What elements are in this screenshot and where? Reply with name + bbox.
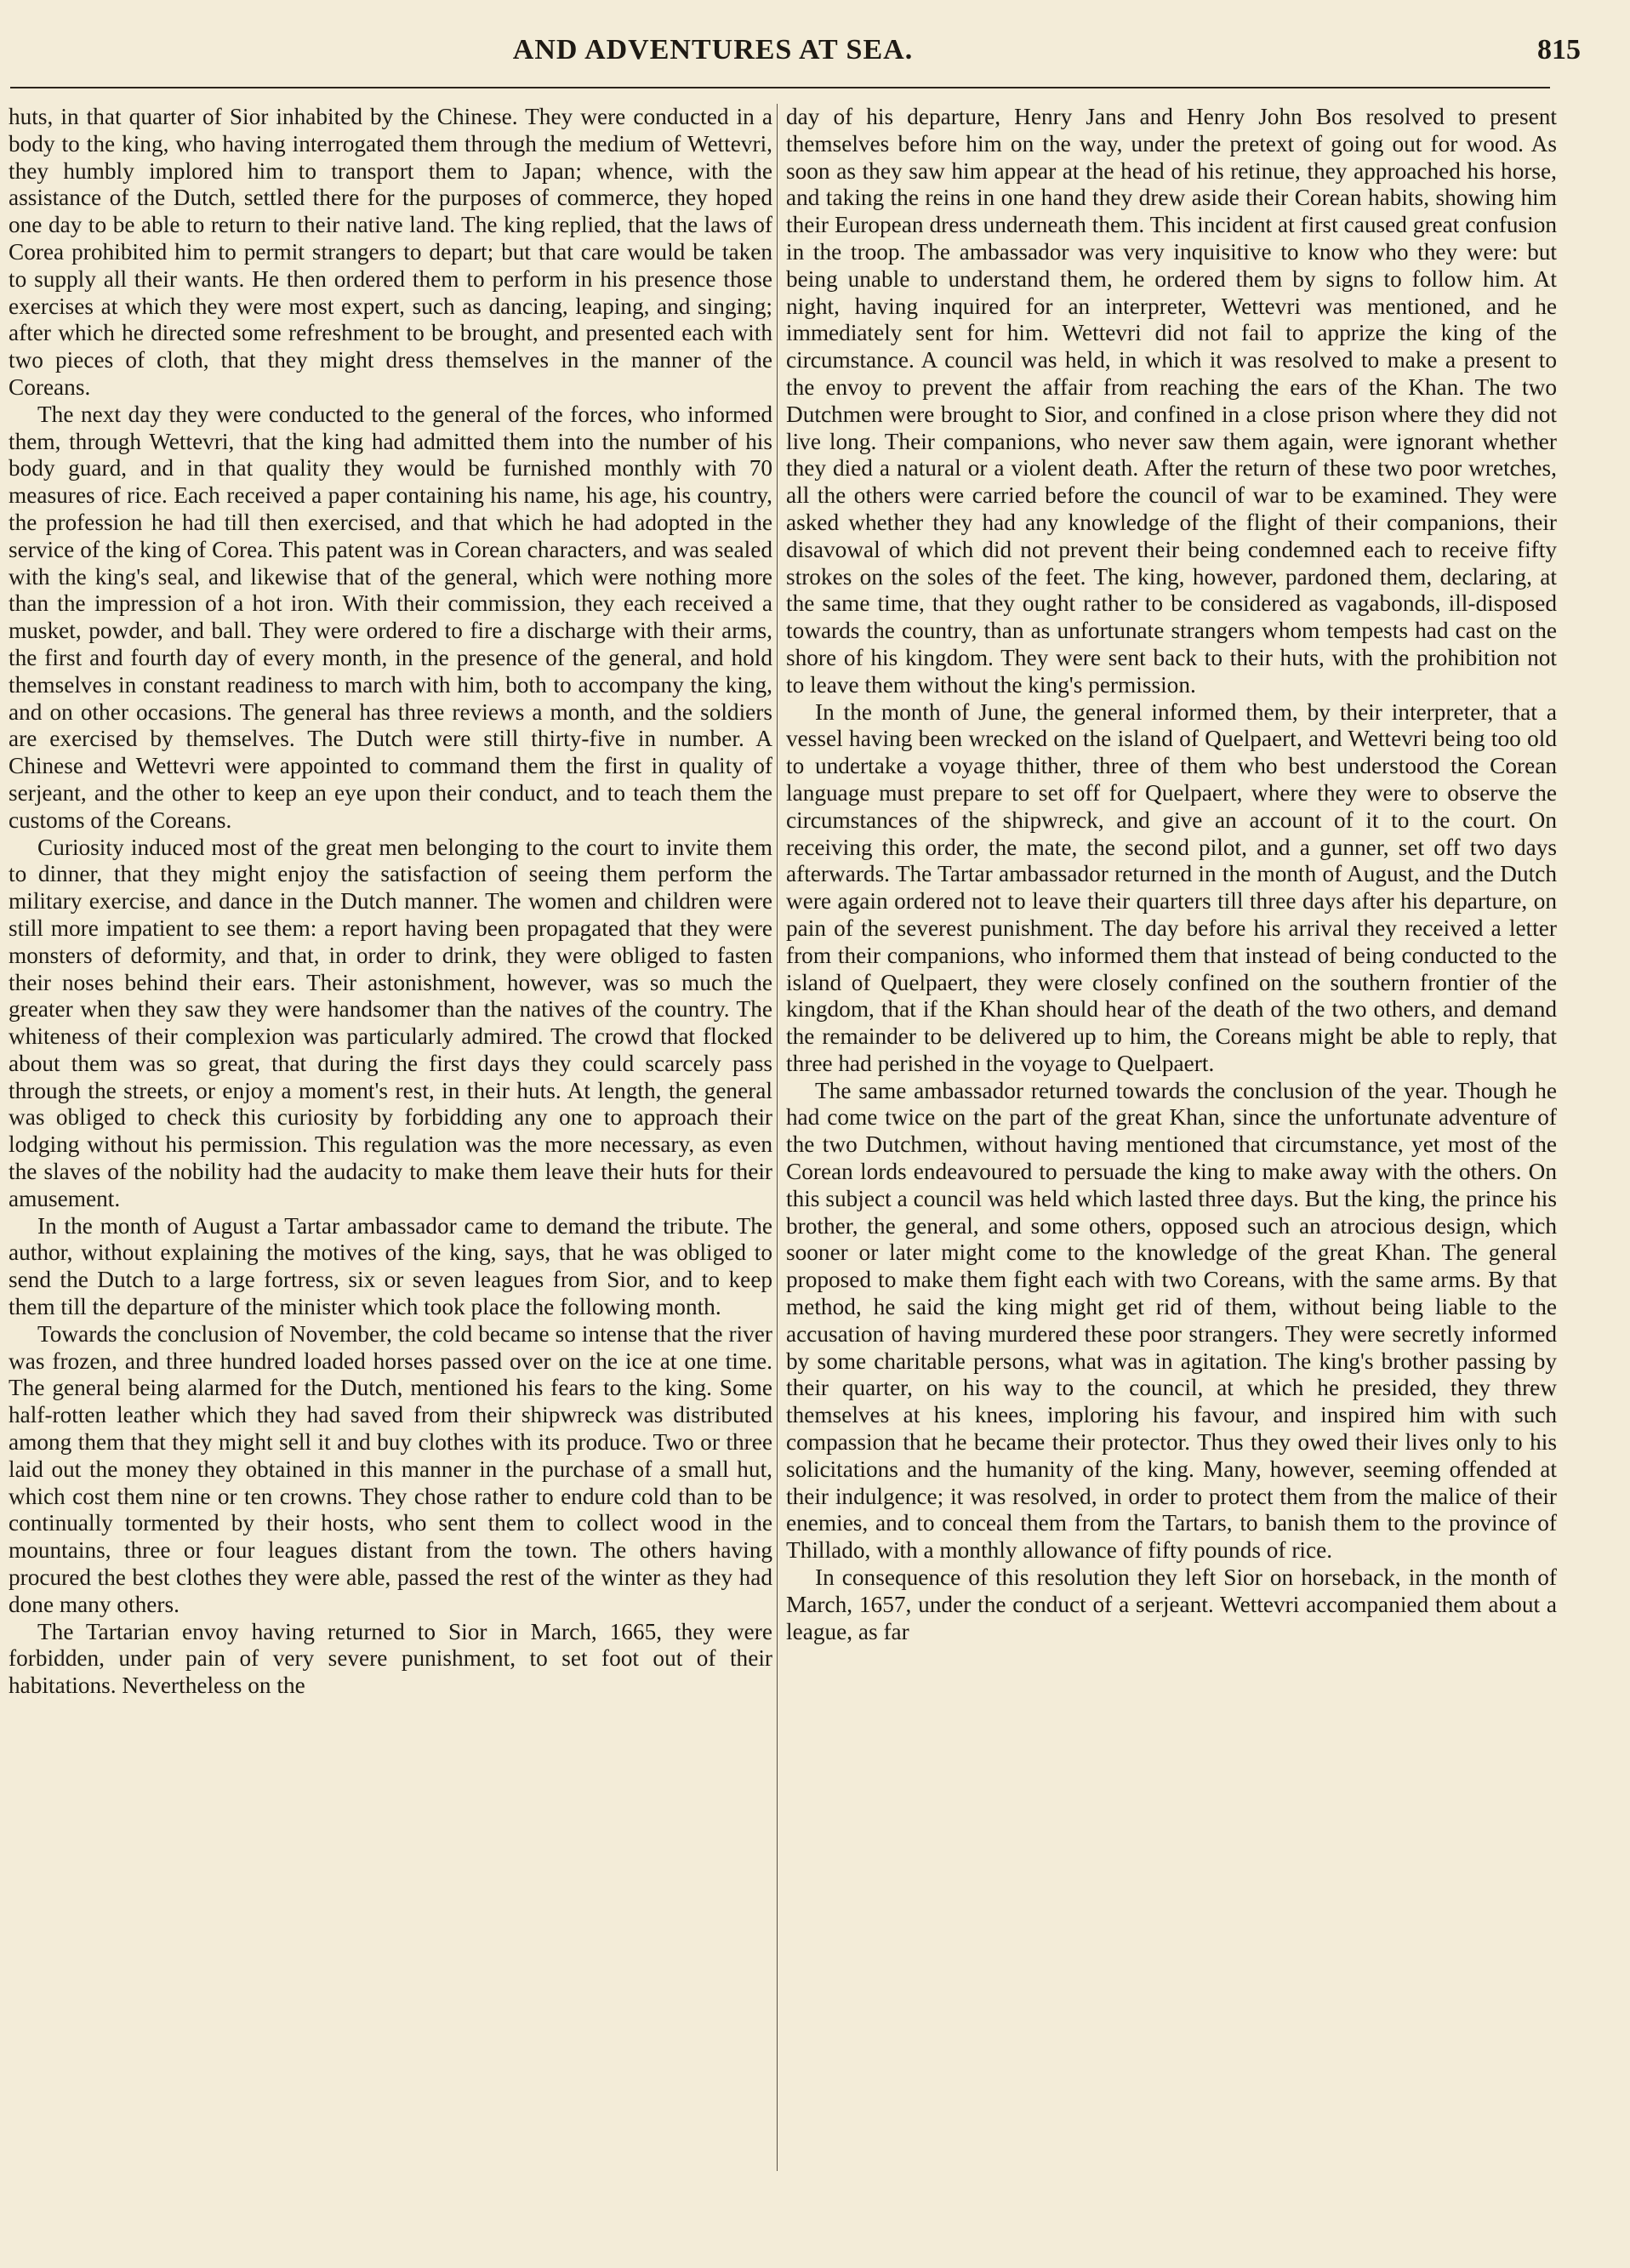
left-column — [9, 104, 772, 1700]
running-title: AND ADVENTURES AT SEA. — [512, 34, 914, 66]
paragraph: Curiosity induced most of the great men belonging to the court to invite them to dinner, that they might enjoy the satisfaction of seeing them perform the military exercise, and dance in the Dutch manner. The women and children were still more impatient to see them: a report having been propagated that they were monsters of deformity, and that, in order to drink, they were obliged to fasten their noses behind their ears. Their astonishment, however, was so much the greater when they saw they were handsomer than the natives of the country. The whiteness of their complexion was particularly admired. The crowd that flocked about them was so great, that during the first days they could scarcely pass through the streets, or enjoy a moment's rest, in their huts. At length, the general was obliged to check this curiosity by forbidding any one to approach their lodging without his permission. This regulation was the more necessary, as even the slaves of the nobility had the audacity to make them leave their huts for their amusement. — [9, 834, 772, 1211]
paragraph: Towards the conclusion of November, the cold became so intense that the river was frozen, and three hundred loaded horses passed over on the ice at one time. The general being alarmed for the Dutch, mentioned his fears to the king. Some half-rotten leather which they had saved from their shipwreck was distributed among them that they might sell it and buy clothes with its produce. Two or three laid out the money they obtained in this manner in the purchase of a small hut, which cost them nine or ten crowns. They chose rather to endure cold than to be continually tormented by their hosts, who sent them to collect wood in the mountains, three or four leagues distant from the town. The others having procured the best clothes they were able, passed the rest of the winter as they had done many others. — [9, 1320, 772, 1617]
paragraph: The same ambassador returned towards the conclusion of the year. Though he had come twice on the part of the great Khan, since the unfortunate adventure of the two Dutchmen, without having mentioned that circumstance, yet most of the Corean lords endeavoured to persuade the king to make away with the others. On this subject a council was held which lasted three days. But the king, the prince his brother, the general, and some others, opposed such an atrocious design, which sooner or later might come to the knowledge of the great Khan. The general proposed to make them fight each with two Coreans, with the same arms. By that method, he said the king might get rid of them, without being liable to the accusation of having murdered these poor strangers. They were secretly informed by some charitable persons, what was in agitation. The king's brother passing by their quarter, on his way to the council, at which he presided, they threw themselves at his knees, imploring his favour, and inspired him with such compassion that he became their protector. Thus they owed their lives only to his solicitations and the humanity of the king. Many, however, seeming offended at their indulgence; it was resolved, in order to protect them from the malice of their enemies, and to conceal them from the Tartars, to banish them to the province of Thillado, with a monthly allowance of fifty pounds of rice. — [786, 1077, 1557, 1564]
page-number: 815 — [1537, 34, 1581, 66]
page-header — [0, 34, 1630, 77]
header-rule — [10, 87, 1550, 88]
column-divider — [777, 104, 778, 2171]
paragraph: huts, in that quarter of Sior inhabited by the Chinese. They were conducted in a body to the king, who having interrogated them through the medium of Wettevri, they humbly implored him to transport them to Japan; whence, with the assistance of the Dutch, settled there for the purposes of commerce, they hoped one day to be able to return to their native land. The king replied, that the laws of Corea prohibited him to permit strangers to depart; but that care would be taken to supply all their wants. He then ordered them to perform in his presence those exercises at which they were most expert, such as dancing, leaping, and singing; after which he directed some refreshment to be brought, and presented each with two pieces of cloth, that they might dress themselves in the manner of the Coreans. — [9, 104, 772, 400]
paragraph: In consequence of this resolution they left Sior on horseback, in the month of March, 1657, under the conduct of a serjeant. Wettevri accompanied them about a league, as far — [786, 1564, 1557, 1644]
right-column — [786, 104, 1557, 1645]
paragraph: The Tartarian envoy having returned to Sior in March, 1665, they were forbidden, under pain of very severe punishment, to set foot out of their habitations. Nevertheless on the — [9, 1618, 772, 1699]
paragraph: day of his departure, Henry Jans and Henry John Bos resolved to present themselves before him on the way, under the pretext of going out for wood. As soon as they saw him appear at the head of his retinue, they approached his horse, and taking the reins in one hand they drew aside their Corean habits, showing him their European dress underneath them. This incident at first caused great confusion in the troop. The ambassador was very inquisitive to know who they were: but being unable to understand them, he ordered them by signs to follow him. At night, having inquired for an interpreter, Wettevri was mentioned, and he immediately sent for him. Wettevri did not fail to apprize the king of the circumstance. A council was held, in which it was resolved to make a present to the envoy to prevent the affair from reaching the ears of the Khan. The two Dutchmen were brought to Sior, and confined in a close prison where they did not live long. Their companions, who never saw them again, were ignorant whether they died a natural or a violent death. After the return of these two poor wretches, all the others were carried before the council of war to be examined. They were asked whether they had any knowledge of the flight of their companions, their disavowal of which did not prevent their being condemned each to receive fifty strokes on the soles of the feet. The king, however, pardoned them, declaring, at the same time, that they ought rather to be considered as vagabonds, ill-disposed towards the country, than as unfortunate strangers whom tempests had cast on the shore of his kingdom. They were sent back to their huts, with the prohibition not to leave them without the king's permission. — [786, 104, 1557, 698]
paragraph: The next day they were conducted to the general of the forces, who informed them, through Wettevri, that the king had admitted them into the number of his body guard, and in that quality they would be furnished monthly with 70 measures of rice. Each received a paper containing his name, his age, his country, the profession he had till then exercised, and that which he had adopted in the service of the king of Corea. This patent was in Corean characters, and was sealed with the king's seal, and likewise that of the general, which were nothing more than the impression of a hot iron. With their commission, they each received a musket, powder, and ball. They were ordered to fire a discharge with their arms, the first and fourth day of every month, in the presence of the general, and hold themselves in constant readiness to march with him, both to accompany the king, and on other occasions. The general has three reviews a month, and the soldiers are exercised by themselves. The Dutch were still thirty-five in number. A Chinese and Wettevri were appointed to command them the first in quality of serjeant, and the other to keep an eye upon their conduct, and to teach them the customs of the Coreans. — [9, 401, 772, 833]
paragraph: In the month of August a Tartar ambassador came to demand the tribute. The author, without explaining the motives of the king, says, that he was obliged to send the Dutch to a large fortress, six or seven leagues from Sior, and to keep them till the departure of the minister which took place the following month. — [9, 1212, 772, 1320]
paragraph: In the month of June, the general informed them, by their interpreter, that a vessel having been wrecked on the island of Quelpaert, and Wettevri being too old to undertake a voyage thither, three of them who best understood the Corean language must prepare to set off for Quelpaert, where they were to observe the circumstances of the shipwreck, and give an account of it to the court. On receiving this order, the mate, the second pilot, and a gunner, set off two days afterwards. The Tartar ambassador returned in the month of August, and the Dutch were again ordered not to leave their quarters till three days after his departure, on pain of the severest punishment. The day before his arrival they received a letter from their companions, who informed them that instead of being conducted to the island of Quelpaert, they were closely confined on the southern frontier of the kingdom, that if the Khan should hear of the death of the two others, and demand the remainder to be delivered up to him, the Coreans might be able to reply, that three had perished in the voyage to Quelpaert. — [786, 698, 1557, 1076]
